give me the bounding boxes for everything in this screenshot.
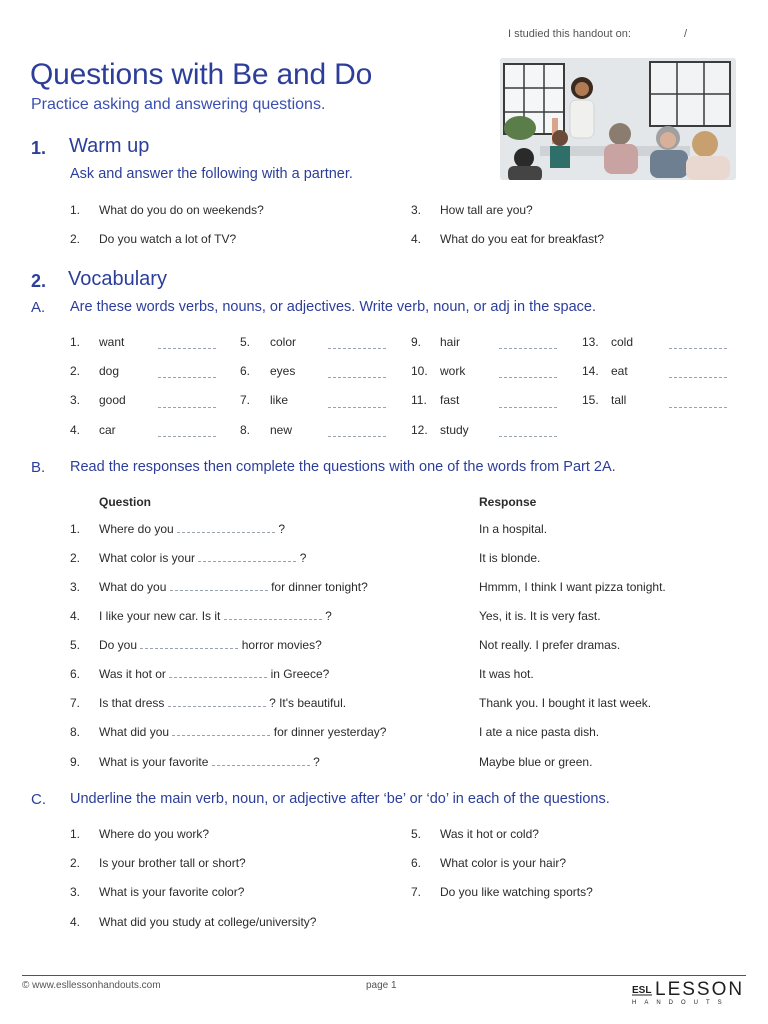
warmup-question: How tall are you? bbox=[440, 203, 533, 217]
warmup-num: 1. bbox=[70, 203, 81, 217]
partc-num: 7. bbox=[411, 885, 422, 899]
footer-website: © www.esllessonhandouts.com bbox=[22, 980, 161, 991]
vocab-num: 10. bbox=[411, 364, 428, 378]
vocab-blank[interactable] bbox=[328, 436, 386, 437]
vocab-blank[interactable] bbox=[328, 348, 386, 349]
vocab-word: like bbox=[270, 393, 289, 407]
vocab-blank[interactable] bbox=[328, 407, 386, 408]
vocab-word: study bbox=[440, 423, 469, 437]
partc-question: Do you like watching sports? bbox=[440, 885, 593, 899]
vocab-word: eat bbox=[611, 364, 628, 378]
partb-response: Maybe blue or green. bbox=[479, 755, 593, 769]
question-blank[interactable] bbox=[172, 735, 270, 736]
vocab-num: 1. bbox=[70, 335, 81, 349]
partc-num: 3. bbox=[70, 885, 81, 899]
vocab-num: 7. bbox=[240, 393, 251, 407]
partc-num: 5. bbox=[411, 827, 422, 841]
page-title: Questions with Be and Do bbox=[30, 58, 373, 91]
partc-question: Is your brother tall or short? bbox=[99, 856, 246, 870]
question-start: Do you bbox=[99, 638, 138, 652]
partc-num: 1. bbox=[70, 827, 81, 841]
question-blank[interactable] bbox=[212, 765, 310, 766]
vocab-num: 9. bbox=[411, 335, 422, 349]
studied-date-slash: / bbox=[684, 28, 688, 40]
vocab-word: want bbox=[99, 335, 125, 349]
vocab-blank[interactable] bbox=[669, 348, 727, 349]
vocab-num: 3. bbox=[70, 393, 81, 407]
partb-question bbox=[99, 725, 386, 739]
partb-response: It was hot. bbox=[479, 667, 534, 681]
partb-num: 9. bbox=[70, 755, 81, 769]
warmup-num: 2. bbox=[70, 232, 81, 246]
question-end: ? It's beautiful. bbox=[269, 696, 347, 710]
question-end: ? bbox=[299, 551, 307, 565]
vocab-word: tall bbox=[611, 393, 627, 407]
warmup-num: 3. bbox=[411, 203, 422, 217]
vocab-num: 14. bbox=[582, 364, 599, 378]
partb-num: 5. bbox=[70, 638, 81, 652]
vocab-num: 13. bbox=[582, 335, 599, 349]
partb-response: Yes, it is. It is very fast. bbox=[479, 609, 601, 623]
question-end: in Greece? bbox=[270, 667, 330, 681]
studied-date-label: I studied this handout on: bbox=[508, 28, 631, 40]
vocab-blank[interactable] bbox=[158, 377, 216, 378]
question-end: ? bbox=[278, 522, 286, 536]
question-start: What do you bbox=[99, 580, 167, 594]
response-column-header: Response bbox=[479, 495, 537, 509]
vocab-num: 15. bbox=[582, 393, 599, 407]
partc-question: What color is your hair? bbox=[440, 856, 567, 870]
vocab-num: 11. bbox=[411, 393, 427, 407]
vocab-blank[interactable] bbox=[158, 407, 216, 408]
vocab-word: hair bbox=[440, 335, 461, 349]
footer-page-number: page 1 bbox=[366, 980, 397, 991]
partb-num: 1. bbox=[70, 522, 81, 536]
part-a-letter: A. bbox=[31, 299, 46, 316]
classroom-photo bbox=[500, 58, 736, 180]
partc-num: 2. bbox=[70, 856, 81, 870]
vocab-blank[interactable] bbox=[669, 407, 727, 408]
vocab-blank[interactable] bbox=[158, 348, 216, 349]
warmup-question: What do you eat for breakfast? bbox=[440, 232, 605, 246]
question-start: Where do you bbox=[99, 522, 174, 536]
question-blank[interactable] bbox=[169, 677, 267, 678]
section-1-instruction: Ask and answer the following with a partner. bbox=[70, 166, 353, 182]
vocab-word: eyes bbox=[270, 364, 296, 378]
partb-response: It is blonde. bbox=[479, 551, 541, 565]
question-end: ? bbox=[313, 755, 320, 769]
warmup-num: 4. bbox=[411, 232, 422, 246]
question-end: for dinner tonight? bbox=[271, 580, 368, 594]
partb-question bbox=[99, 696, 346, 710]
vocab-num: 6. bbox=[240, 364, 251, 378]
question-blank[interactable] bbox=[177, 532, 275, 533]
partb-question bbox=[99, 551, 306, 565]
esl-lesson-handouts-logo bbox=[632, 976, 748, 1006]
question-end: for dinner yesterday? bbox=[273, 725, 387, 739]
vocab-num: 2. bbox=[70, 364, 81, 378]
vocab-num: 12. bbox=[411, 423, 428, 437]
section-1-title: Warm up bbox=[69, 135, 150, 157]
question-end: ? bbox=[325, 609, 332, 623]
section-2-number: 2. bbox=[31, 271, 47, 291]
vocab-blank[interactable] bbox=[499, 407, 557, 408]
partb-question bbox=[99, 580, 368, 594]
partc-question: What is your favorite color? bbox=[99, 885, 245, 899]
logo-esl-text: ESL bbox=[632, 985, 652, 996]
question-start: Is that dress bbox=[99, 696, 165, 710]
vocab-word: cold bbox=[611, 335, 634, 349]
logo-lesson-text: LESSON bbox=[655, 979, 745, 1000]
partb-num: 8. bbox=[70, 725, 81, 739]
question-end: horror movies? bbox=[241, 638, 322, 652]
vocab-blank[interactable] bbox=[158, 436, 216, 437]
partb-num: 7. bbox=[70, 696, 81, 710]
partb-question bbox=[99, 638, 322, 652]
partb-question bbox=[99, 667, 329, 681]
question-start: Was it hot or bbox=[99, 667, 166, 681]
question-blank[interactable] bbox=[224, 619, 322, 620]
partb-num: 4. bbox=[70, 609, 81, 623]
vocab-word: fast bbox=[440, 393, 460, 407]
vocab-blank[interactable] bbox=[499, 348, 557, 349]
vocab-word: new bbox=[270, 423, 293, 437]
partc-question: Where do you work? bbox=[99, 827, 210, 841]
section-2-title: Vocabulary bbox=[68, 268, 167, 290]
partb-response: Not really. I prefer dramas. bbox=[479, 638, 621, 652]
question-blank[interactable] bbox=[170, 590, 268, 591]
section-1-number: 1. bbox=[31, 138, 47, 158]
vocab-word: color bbox=[270, 335, 297, 349]
part-a-instruction: Are these words verbs, nouns, or adjectives. Write verb, noun, or adj in the space. bbox=[70, 299, 597, 315]
vocab-blank[interactable] bbox=[499, 377, 557, 378]
partb-response: Hmmm, I think I want pizza tonight. bbox=[479, 580, 666, 594]
partc-num: 4. bbox=[70, 915, 81, 929]
vocab-num: 4. bbox=[70, 423, 81, 437]
question-start: What color is your bbox=[99, 551, 196, 565]
partb-question bbox=[99, 755, 320, 769]
vocab-num: 8. bbox=[240, 423, 251, 437]
vocab-word: dog bbox=[99, 364, 120, 378]
vocab-word: car bbox=[99, 423, 116, 437]
partc-question: Was it hot or cold? bbox=[440, 827, 539, 841]
warmup-question: What do you do on weekends? bbox=[99, 203, 264, 217]
partb-response: Thank you. I bought it last week. bbox=[479, 696, 652, 710]
question-blank[interactable] bbox=[198, 561, 296, 562]
partb-response: In a hospital. bbox=[479, 522, 548, 536]
question-blank[interactable] bbox=[168, 706, 266, 707]
partb-question bbox=[99, 609, 332, 623]
partb-num: 3. bbox=[70, 580, 81, 594]
question-blank[interactable] bbox=[140, 648, 238, 649]
part-c-letter: C. bbox=[31, 791, 46, 808]
logo-handouts-text: HANDOUTS bbox=[632, 1000, 730, 1006]
question-column-header: Question bbox=[99, 495, 152, 509]
page-subtitle: Practice asking and answering questions. bbox=[31, 96, 326, 113]
warmup-question: Do you watch a lot of TV? bbox=[99, 232, 237, 246]
part-b-letter: B. bbox=[31, 459, 46, 476]
vocab-num: 5. bbox=[240, 335, 251, 349]
partb-question bbox=[99, 522, 285, 536]
vocab-blank[interactable] bbox=[669, 377, 727, 378]
vocab-word: work bbox=[440, 364, 466, 378]
question-start: I like your new car. Is it bbox=[99, 609, 221, 623]
question-start: What is your favorite bbox=[99, 755, 209, 769]
vocab-word: good bbox=[99, 393, 126, 407]
partb-num: 6. bbox=[70, 667, 81, 681]
partc-question: What did you study at college/university? bbox=[99, 915, 317, 929]
question-start: What did you bbox=[99, 725, 170, 739]
partc-num: 6. bbox=[411, 856, 422, 870]
partb-num: 2. bbox=[70, 551, 81, 565]
part-c-instruction: Underline the main verb, noun, or adjective after ‘be’ or ‘do’ in each of the questions. bbox=[70, 791, 610, 807]
partb-response: I ate a nice pasta dish. bbox=[479, 725, 600, 739]
vocab-blank[interactable] bbox=[328, 377, 386, 378]
part-b-instruction: Read the responses then complete the questions with one of the words from Part 2A. bbox=[70, 459, 616, 475]
vocab-blank[interactable] bbox=[499, 436, 557, 437]
